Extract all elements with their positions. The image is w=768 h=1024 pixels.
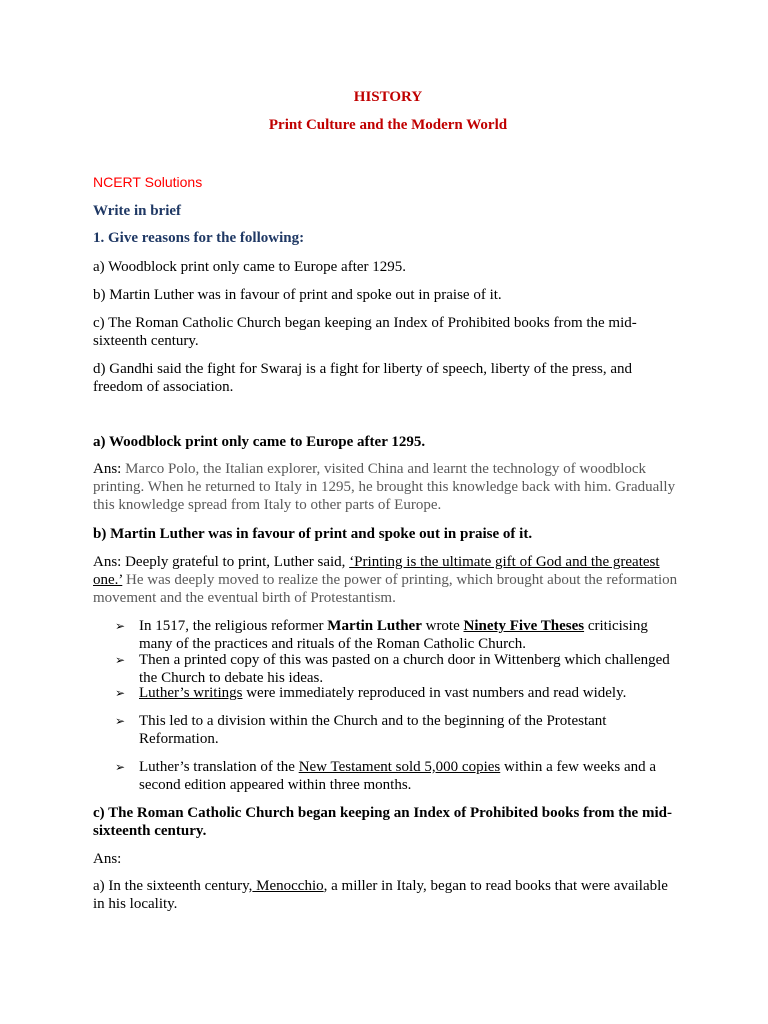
answer-b-text bbox=[93, 553, 683, 607]
menocchio-name: Menocchio bbox=[252, 878, 324, 894]
ninety-five-theses: Ninety Five Theses bbox=[463, 618, 585, 634]
answer-c-heading: c) The Roman Catholic Church began keeping an Index of Prohibited books from the mid-sixteenth century. bbox=[93, 805, 672, 839]
question-d: d) Gandhi said the fight for Swaraj is a fight for liberty of speech, liberty of the press, and freedom of association. bbox=[93, 361, 633, 395]
subject-title: HISTORY bbox=[353, 89, 423, 105]
luthers-writings: Luther’s writings bbox=[139, 685, 243, 701]
question-c: c) The Roman Catholic Church began keeping an Index of Prohibited books from the mid-sixteenth century. bbox=[93, 315, 637, 349]
arrow-bullet-icon: ➢ bbox=[115, 760, 126, 774]
bullet-text: Luther’s writings were immediately reproduced in vast numbers and read widely. bbox=[139, 685, 627, 701]
question-a: a) Woodblock print only came to Europe after 1295. bbox=[93, 259, 407, 275]
bullet-text: Luther’s translation of the New Testament sold 5,000 copies within a few weeks and a second edition appeared within three months. bbox=[139, 759, 657, 793]
bullet-text: This led to a division within the Church and to the beginning of the Protestant Reformation. bbox=[139, 713, 607, 747]
question-1-heading: 1. Give reasons for the following: bbox=[93, 230, 305, 246]
bullet-text: Then a printed copy of this was pasted on a church door in Wittenberg which challenged the Church to debate his ideas. bbox=[139, 652, 670, 686]
arrow-bullet-icon: ➢ bbox=[115, 714, 126, 728]
answer-b-heading: b) Martin Luther was in favour of print and spoke out in praise of it. bbox=[93, 526, 533, 542]
answer-b-rest: He was deeply moved to realize the power of printing, which brought about the reformation movement and the eventual birth of Protestantism. bbox=[93, 572, 678, 606]
ans-label: Ans: bbox=[93, 461, 126, 477]
arrow-bullet-icon: ➢ bbox=[115, 686, 126, 700]
martin-luther-name: Martin Luther bbox=[327, 618, 422, 634]
answer-a-text bbox=[93, 460, 683, 514]
arrow-bullet-icon: ➢ bbox=[115, 619, 126, 633]
write-in-brief-heading: Write in brief bbox=[93, 203, 182, 219]
arrow-bullet-icon: ➢ bbox=[115, 653, 126, 667]
answer-a-heading: a) Woodblock print only came to Europe after 1295. bbox=[93, 434, 426, 450]
answer-b-lead: Ans: Deeply grateful to print, Luther said, bbox=[93, 554, 350, 570]
new-testament-sales: New Testament sold 5,000 copies bbox=[298, 759, 501, 775]
section-label: NCERT Solutions bbox=[93, 174, 203, 190]
bullet-text: In 1517, the religious reformer Martin Luther wrote Ninety Five Theses criticising many of the practices and rituals of the Roman Catholic Church. bbox=[139, 618, 648, 652]
luther-quote: ‘Printing is the ultimate gift of God and the greatest one.’ bbox=[93, 554, 660, 588]
question-b: b) Martin Luther was in favour of print and spoke out in praise of it. bbox=[93, 287, 502, 303]
chapter-title: Print Culture and the Modern World bbox=[268, 117, 508, 133]
answer-c-paragraph: a) In the sixteenth century, Menocchio, a miller in Italy, began to read books that were available in his locality. bbox=[93, 878, 668, 912]
answer-a-body: Marco Polo, the Italian explorer, visited China and learnt the technology of woodblock printing. When he returned to Italy in 1295, he brought this knowledge back with him. Gradually this knowledge spread from Italy to other parts of Europe. bbox=[93, 461, 676, 513]
answer-c-label: Ans: bbox=[93, 851, 122, 867]
